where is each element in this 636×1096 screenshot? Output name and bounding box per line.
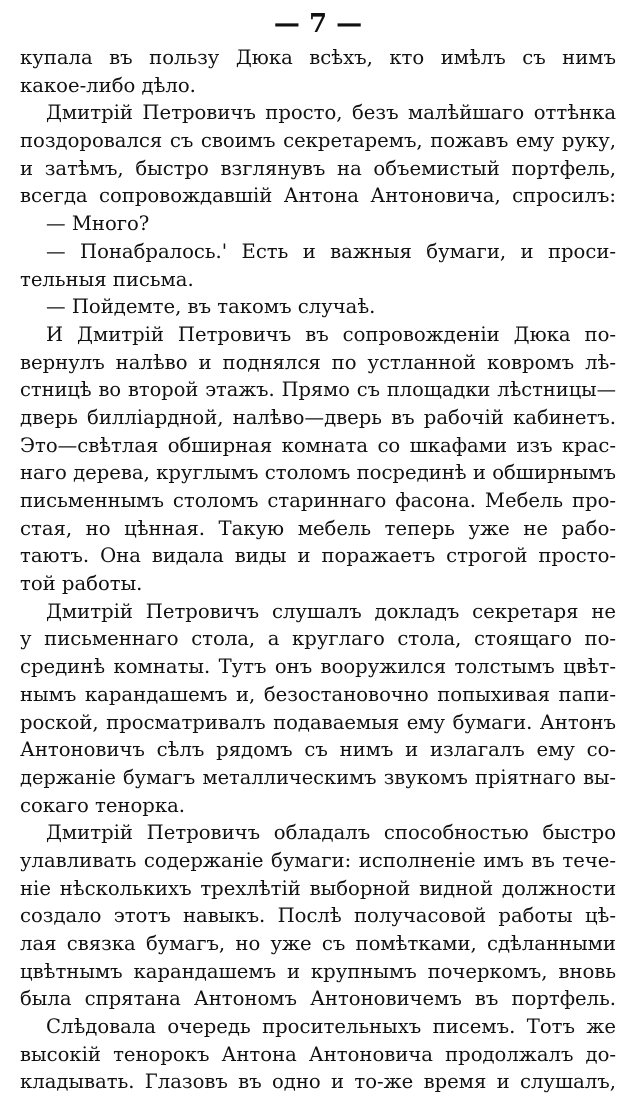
- body-text: [20, 44, 616, 1096]
- page-number: — 7 —: [273, 9, 363, 39]
- text-line: дверь билліардной, налѣво—дверь въ рабочій кабинетъ.: [20, 405, 616, 429]
- text-line: поздоровался съ своимъ секретаремъ, пожавъ ему руку,: [20, 129, 616, 153]
- text-line: И Дмитрій Петровичъ въ сопровожденіи Дюка по-: [46, 322, 616, 346]
- text-line: — Много?: [46, 212, 150, 236]
- text-line: роской, просматривалъ подаваемыя ему бумаги. Антонъ: [20, 710, 616, 734]
- text-line: создало этотъ навыкъ. Послѣ получасовой работы цѣ-: [20, 904, 616, 928]
- text-line: — Пойдемте, въ такомъ случаѣ.: [46, 295, 376, 319]
- text-line: таютъ. Она видала виды и поражаетъ строгой просто-: [20, 544, 616, 568]
- text-line: наго дерева, круглымъ столомъ посрединѣ и обширнымъ: [20, 461, 616, 485]
- text-line: Дмитрій Петровичъ просто, безъ малѣйшаго оттѣнка: [46, 101, 616, 125]
- text-line: Антоновичъ сѣлъ рядомъ съ нимъ и излагалъ ему со-: [20, 738, 616, 762]
- text-line: была спрятана Антономъ Антоновичемъ въ портфель.: [20, 987, 616, 1011]
- text-line: той работы.: [20, 572, 143, 596]
- text-line: какое-либо дѣло.: [20, 73, 196, 97]
- text-line: лая связка бумагъ, но уже съ помѣтками, сдѣланными: [20, 932, 616, 955]
- text-line: сокаго тенорка.: [20, 793, 185, 817]
- text-line: письменнымъ столомъ стариннаго фасона. Мебель про-: [20, 489, 616, 512]
- text-line: тельныя письма.: [20, 267, 194, 291]
- text-line: стая, но цѣнная. Такую мебель теперь уже не рабо-: [20, 516, 616, 540]
- text-line: и затѣмъ, быстро взглянувъ на объемистый портфель,: [20, 156, 616, 180]
- text-line: Дмитрій Петровичъ обладалъ способностью быстро: [46, 821, 616, 845]
- text-line: срединѣ комнаты. Тутъ онъ вооружился толстымъ цвѣт-: [20, 655, 616, 679]
- text-line: стницѣ во второй этажъ. Прямо съ площадки лѣстницы—: [20, 378, 616, 402]
- text-line: вернулъ налѣво и поднялся по устланной ковромъ лѣ-: [20, 350, 616, 374]
- text-line: — Понабралось.' Есть и важныя бумаги, и проси-: [46, 239, 616, 263]
- text-line: Это—свѣтлая обширная комната со шкафами изъ крас-: [20, 433, 616, 457]
- text-line: купала въ пользу Дюка всѣхъ, кто имѣлъ съ нимъ: [20, 46, 616, 69]
- text-line: ніе нѣсколькихъ трехлѣтій выборной видной должности: [20, 876, 616, 900]
- text-line: улавливать содержаніе бумаги: исполненіе имъ въ тече-: [20, 848, 616, 872]
- text-line: Слѣдовала очередь просительныхъ писемъ. Тотъ же: [46, 1015, 616, 1039]
- text-line: кладывать. Глазовъ въ одно и то-же время и слушалъ,: [20, 1070, 616, 1094]
- text-line: высокій тенорокъ Антона Антоновича продолжалъ до-: [20, 1042, 616, 1066]
- text-line: всегда сопровождавшій Антона Антоновича, спросилъ:: [20, 184, 616, 208]
- text-line: Дмитрій Петровичъ слушалъ докладъ секретаря не: [46, 599, 616, 623]
- text-line: держаніе бумагъ металлическимъ звукомъ пріятнаго вы-: [20, 765, 616, 789]
- text-line: цвѣтнымъ карандашемъ и крупнымъ почеркомъ, вновь: [20, 959, 616, 983]
- text-line: нымъ карандашемъ и, безостановочно попыхивая папи-: [20, 682, 616, 706]
- text-line: у письменнаго стола, а круглаго стола, стоящаго по-: [20, 627, 616, 651]
